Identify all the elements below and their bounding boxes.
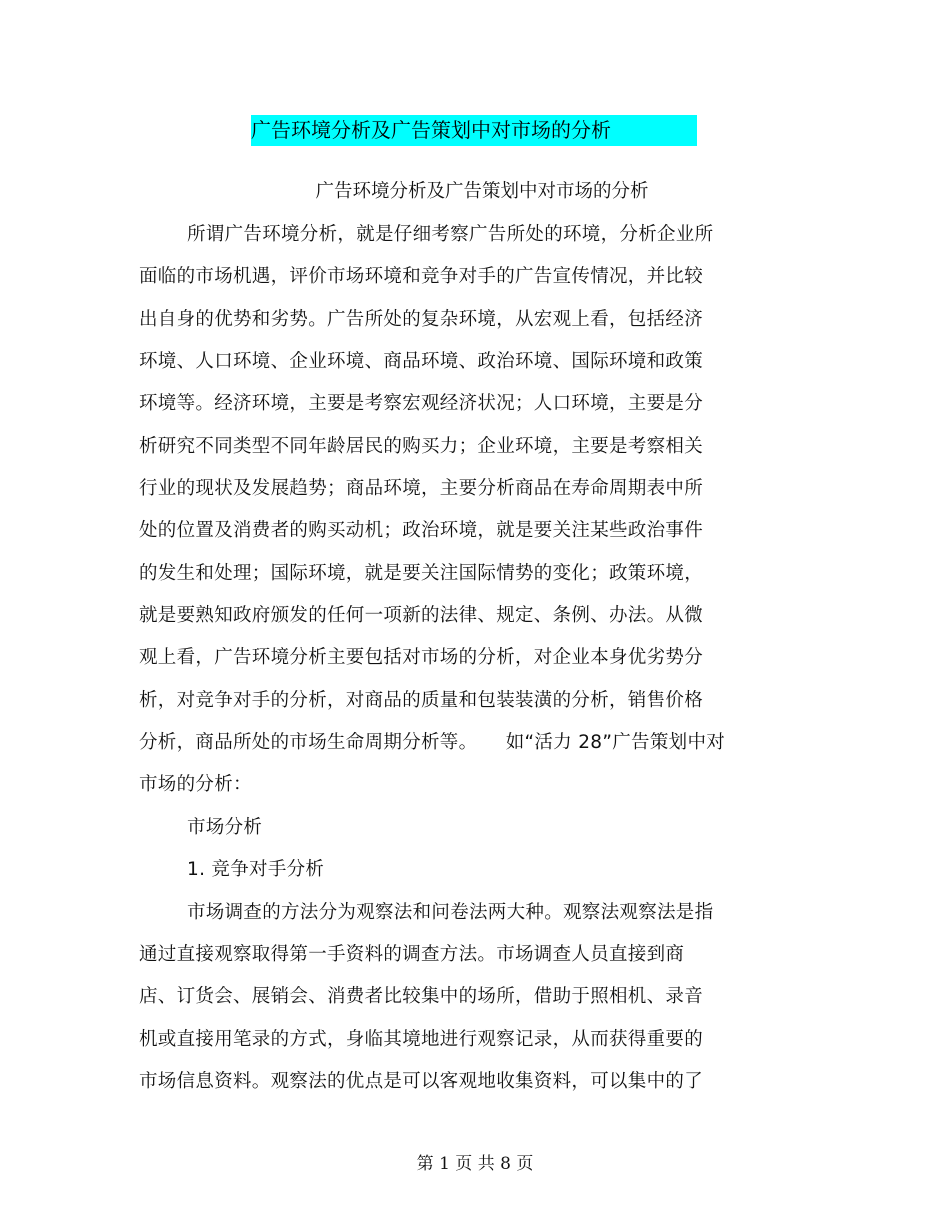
body-line: 市场的分析： bbox=[139, 774, 252, 795]
document-title-banner: 广告环境分析及广告策划中对市场的分析 bbox=[251, 115, 697, 146]
body-line: 的发生和处理；国际环境，就是要关注国际情势的变化；政策环境， bbox=[139, 563, 704, 584]
body-line: 通过直接观察取得第一手资料的调查方法。市场调查人员直接到商 bbox=[139, 944, 685, 965]
body-line: 处的位置及消费者的购买动机；政治环境，就是要关注某些政治事件 bbox=[139, 520, 704, 541]
section-heading: 市场分析 bbox=[187, 817, 263, 838]
body-line: 行业的现状及发展趋势；商品环境，主要分析商品在寿命周期表中所 bbox=[139, 478, 704, 499]
page-footer: 第 1 页 共 8 页 bbox=[416, 1154, 534, 1174]
subsection-heading: 1. 竞争对手分析 bbox=[187, 859, 325, 880]
document-subtitle: 广告环境分析及广告策划中对市场的分析 bbox=[315, 181, 649, 202]
body-line: 析，对竞争对手的分析，对商品的质量和包装装潢的分析，销售价格 bbox=[139, 690, 704, 711]
body-line: 分析，商品所处的市场生命周期分析等。 如“活力 28”广告策划中对 bbox=[139, 732, 726, 753]
body-line: 市场调查的方法分为观察法和问卷法两大种。观察法观察法是指 bbox=[187, 902, 714, 923]
body-line: 环境、人口环境、企业环境、商品环境、政治环境、国际环境和政策 bbox=[139, 351, 704, 372]
body-line: 出自身的优势和劣势。广告所处的复杂环境，从宏观上看，包括经济 bbox=[139, 309, 704, 330]
body-line: 机或直接用笔录的方式，身临其境地进行观察记录，从而获得重要的 bbox=[139, 1029, 704, 1050]
body-line: 观上看，广告环境分析主要包括对市场的分析，对企业本身优劣势分 bbox=[139, 647, 704, 668]
body-line: 店、订货会、展销会、消费者比较集中的场所，借助于照相机、录音 bbox=[139, 986, 704, 1007]
body-line: 市场信息资料。观察法的优点是可以客观地收集资料，可以集中的了 bbox=[139, 1071, 704, 1092]
body-line: 析研究不同类型不同年龄居民的购买力；企业环境，主要是考察相关 bbox=[139, 436, 704, 457]
body-line: 就是要熟知政府颁发的任何一项新的法律、规定、条例、办法。从微 bbox=[139, 605, 704, 626]
body-line: 所谓广告环境分析，就是仔细考察广告所处的环境，分析企业所 bbox=[187, 224, 714, 245]
body-line: 环境等。经济环境，主要是考察宏观经济状况；人口环境，主要是分 bbox=[139, 393, 704, 414]
body-line: 面临的市场机遇，评价市场环境和竞争对手的广告宣传情况，并比较 bbox=[139, 266, 704, 287]
